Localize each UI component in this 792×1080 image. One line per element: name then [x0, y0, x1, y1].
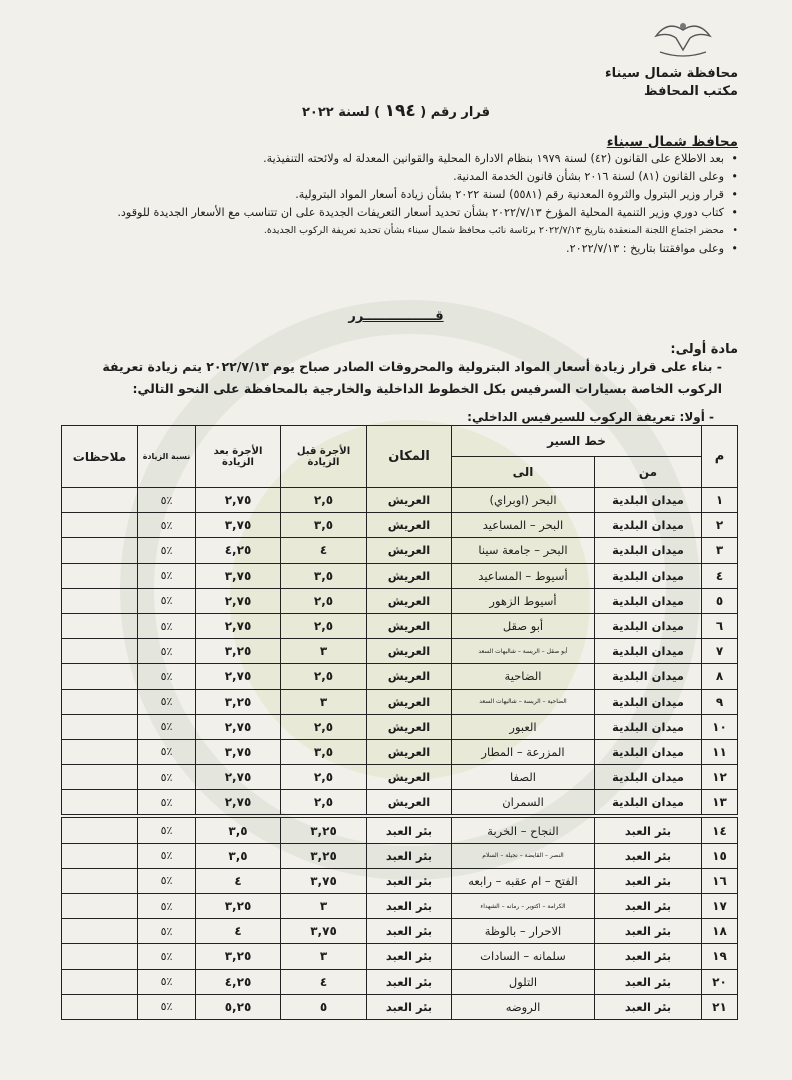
new-fare: ٣,٥ — [196, 816, 281, 843]
table-row — [62, 488, 738, 513]
route-to: أبو صقل – الريسة – شاليهات السعد — [452, 639, 595, 664]
place: العريش — [367, 790, 452, 817]
col-notes-header: ملاحظات — [62, 426, 138, 488]
route-to: الضاحية — [452, 664, 595, 689]
old-fare: ٢,٥ — [281, 588, 367, 613]
row-number: ١٦ — [702, 868, 738, 893]
place: العريش — [367, 563, 452, 588]
table-row — [62, 639, 738, 664]
increase-pct: ٥٪ — [138, 488, 196, 513]
route-from: ميدان البلدية — [595, 613, 702, 638]
place: بئر العبد — [367, 816, 452, 843]
row-number: ١٠ — [702, 714, 738, 739]
route-from: بئر العبد — [595, 894, 702, 919]
notes — [62, 994, 138, 1019]
row-number: ١٨ — [702, 919, 738, 944]
preamble-item: • وعلى القانون (٨١) لسنة ٢٠١٦ بشأن قانون الخدمة المدنية. — [70, 168, 738, 186]
preamble-item: • محضر اجتماع اللجنة المنعقدة بتاريخ ٢٠٢٢/٧/١٣ برئاسة نائب محافظ شمال سيناء بشأن تحديد تعريفة الركوب الجديدة. — [70, 222, 738, 240]
old-fare: ٣,٥ — [281, 563, 367, 588]
new-fare: ٣,٧٥ — [196, 739, 281, 764]
increase-pct: ٥٪ — [138, 816, 196, 843]
issuer-heading: محافظ شمال سيناء — [606, 134, 738, 150]
place: العريش — [367, 664, 452, 689]
table-row — [62, 588, 738, 613]
route-to: السمران — [452, 790, 595, 817]
row-number: ١٥ — [702, 843, 738, 868]
place: العريش — [367, 765, 452, 790]
col-to-header: الى — [452, 457, 595, 488]
increase-pct: ٥٪ — [138, 919, 196, 944]
place: العريش — [367, 538, 452, 563]
decree-suffix: ) لسنة ٢٠٢٢ — [302, 105, 381, 120]
new-fare: ٣,٢٥ — [196, 689, 281, 714]
new-fare: ٢,٧٥ — [196, 613, 281, 638]
route-to: أبو صقل — [452, 613, 595, 638]
old-fare: ٣ — [281, 894, 367, 919]
place: بئر العبد — [367, 919, 452, 944]
article-text: - بناء على قرار زيادة أسعار المواد البترولية والمحروقات الصادر صباح يوم ٢٠٢٢/٧/١٣ يتم زيادة تعريفة الركوب الخاصة بسيارات السرفيس بكل الخطوط الداخلية والخارجية بالمحافظة على النحو التالي: — [102, 359, 722, 396]
col-increase-header: نسبة الزيادة — [138, 426, 196, 488]
new-fare: ٢,٧٥ — [196, 714, 281, 739]
new-fare: ٢,٧٥ — [196, 488, 281, 513]
increase-pct: ٥٪ — [138, 765, 196, 790]
table-row — [62, 919, 738, 944]
new-fare: ٢,٧٥ — [196, 588, 281, 613]
preamble-item: • قرار وزير البترول والثروة المعدنية رقم (٥٥٨١) لسنة ٢٠٢٢ بشأن زيادة أسعار المواد البترولية. — [70, 186, 738, 204]
route-from: بئر العبد — [595, 994, 702, 1019]
table-row — [62, 843, 738, 868]
eagle-emblem-icon — [652, 14, 714, 58]
route-from: ميدان البلدية — [595, 639, 702, 664]
new-fare: ٣,٢٥ — [196, 944, 281, 969]
new-fare: ٣,٧٥ — [196, 563, 281, 588]
route-from: بئر العبد — [595, 816, 702, 843]
col-route-header: خط السير — [452, 426, 702, 457]
row-number: ١١ — [702, 739, 738, 764]
route-to: التلول — [452, 969, 595, 994]
route-from: ميدان البلدية — [595, 765, 702, 790]
old-fare: ٤ — [281, 538, 367, 563]
notes — [62, 714, 138, 739]
row-number: ١٢ — [702, 765, 738, 790]
decree-prefix: قرار رقم ( — [420, 105, 490, 120]
route-to: النصر – القايضة – نجيلة – السلام — [452, 843, 595, 868]
increase-pct: ٥٪ — [138, 664, 196, 689]
old-fare: ٣,٧٥ — [281, 919, 367, 944]
col-new-fare-header: الأجرة بعد الزيادة — [196, 426, 281, 488]
table-row — [62, 816, 738, 843]
table-row — [62, 790, 738, 817]
notes — [62, 588, 138, 613]
route-to: البحر – جامعة سينا — [452, 538, 595, 563]
notes — [62, 563, 138, 588]
new-fare: ٤,٢٥ — [196, 538, 281, 563]
row-number: ١ — [702, 488, 738, 513]
route-from: ميدان البلدية — [595, 790, 702, 817]
old-fare: ٢,٥ — [281, 714, 367, 739]
route-from: ميدان البلدية — [595, 513, 702, 538]
old-fare: ٣,٢٥ — [281, 843, 367, 868]
col-old-fare-header: الأجرة قبل الزيادة — [281, 426, 367, 488]
old-fare: ٢,٥ — [281, 664, 367, 689]
new-fare: ٥,٢٥ — [196, 994, 281, 1019]
fare-table — [61, 425, 738, 1020]
section-first-line: - أولا: تعريفة الركوب للسيرفيس الداخلي: — [467, 410, 714, 424]
new-fare: ٣,٢٥ — [196, 639, 281, 664]
notes — [62, 488, 138, 513]
place: العريش — [367, 739, 452, 764]
route-from: بئر العبد — [595, 969, 702, 994]
route-to: الروضه — [452, 994, 595, 1019]
place: بئر العبد — [367, 969, 452, 994]
table-row — [62, 765, 738, 790]
col-place-header: المكان — [367, 426, 452, 488]
increase-pct: ٥٪ — [138, 790, 196, 817]
place: بئر العبد — [367, 944, 452, 969]
place: العريش — [367, 513, 452, 538]
place: بئر العبد — [367, 843, 452, 868]
route-to: أسيوط الزهور — [452, 588, 595, 613]
increase-pct: ٥٪ — [138, 969, 196, 994]
route-from: بئر العبد — [595, 919, 702, 944]
route-from: ميدان البلدية — [595, 664, 702, 689]
notes — [62, 513, 138, 538]
route-to: الفتح – ام عقبه – رابعه — [452, 868, 595, 893]
row-number: ٤ — [702, 563, 738, 588]
route-from: ميدان البلدية — [595, 588, 702, 613]
row-number: ٨ — [702, 664, 738, 689]
col-num-header: م — [702, 426, 738, 488]
row-number: ٢ — [702, 513, 738, 538]
row-number: ٥ — [702, 588, 738, 613]
notes — [62, 969, 138, 994]
notes — [62, 689, 138, 714]
row-number: ١٣ — [702, 790, 738, 817]
new-fare: ٣,٥ — [196, 843, 281, 868]
table-row — [62, 739, 738, 764]
row-number: ١٤ — [702, 816, 738, 843]
table-row — [62, 714, 738, 739]
route-from: بئر العبد — [595, 868, 702, 893]
table-body — [62, 488, 738, 1020]
place: بئر العبد — [367, 868, 452, 893]
governorate-name: محافظة شمال سيناء — [605, 66, 738, 81]
increase-pct: ٥٪ — [138, 538, 196, 563]
new-fare: ٤ — [196, 919, 281, 944]
notes — [62, 739, 138, 764]
new-fare: ٢,٧٥ — [196, 790, 281, 817]
preamble-item: • بعد الاطلاع على القانون (٤٢) لسنة ١٩٧٩ بنظام الادارة المحلية والقوانين المعدلة له ولائحته التنفيذية. — [70, 150, 738, 168]
old-fare: ٥ — [281, 994, 367, 1019]
row-number: ١٩ — [702, 944, 738, 969]
increase-pct: ٥٪ — [138, 714, 196, 739]
table-header — [62, 426, 738, 488]
increase-pct: ٥٪ — [138, 588, 196, 613]
old-fare: ٣,٧٥ — [281, 868, 367, 893]
table-row — [62, 689, 738, 714]
preamble-list — [70, 150, 738, 258]
route-to: البحر – المساعيد — [452, 513, 595, 538]
place: بئر العبد — [367, 994, 452, 1019]
route-from: ميدان البلدية — [595, 563, 702, 588]
notes — [62, 790, 138, 817]
preamble-item: • كتاب دوري وزير التنمية المحلية المؤرخ ٢٠٢٢/٧/١٣ بشأن تحديد أسعار التعريفات الجديدة على ان تتناسب مع الأسعار الجديدة للوقود. — [70, 204, 738, 222]
increase-pct: ٥٪ — [138, 689, 196, 714]
table-row — [62, 563, 738, 588]
place: العريش — [367, 588, 452, 613]
office-name: مكتب المحافظ — [644, 84, 738, 99]
notes — [62, 919, 138, 944]
table-row — [62, 664, 738, 689]
table-row — [62, 944, 738, 969]
place: العريش — [367, 488, 452, 513]
notes — [62, 538, 138, 563]
new-fare: ٢,٧٥ — [196, 765, 281, 790]
route-to: الضاحية – الريسة – شاليهات السعد — [452, 689, 595, 714]
notes — [62, 613, 138, 638]
notes — [62, 816, 138, 843]
old-fare: ٣,٥ — [281, 513, 367, 538]
col-from-header: من — [595, 457, 702, 488]
place: العريش — [367, 613, 452, 638]
old-fare: ٢,٥ — [281, 488, 367, 513]
table-row — [62, 513, 738, 538]
increase-pct: ٥٪ — [138, 994, 196, 1019]
new-fare: ٤ — [196, 868, 281, 893]
place: بئر العبد — [367, 894, 452, 919]
increase-pct: ٥٪ — [138, 563, 196, 588]
row-number: ٣ — [702, 538, 738, 563]
notes — [62, 944, 138, 969]
old-fare: ٢,٥ — [281, 790, 367, 817]
route-from: ميدان البلدية — [595, 739, 702, 764]
table-row — [62, 868, 738, 893]
place: العريش — [367, 639, 452, 664]
route-from: ميدان البلدية — [595, 538, 702, 563]
table-row — [62, 613, 738, 638]
route-to: أسيوط – المساعيد — [452, 563, 595, 588]
notes — [62, 664, 138, 689]
decision-heading: قــــــــــــــــرر — [348, 309, 444, 324]
old-fare: ٣ — [281, 689, 367, 714]
decree-number: ١٩٤ — [384, 101, 416, 121]
preamble-item: • وعلى موافقتنا بتاريخ : ٢٠٢٢/٧/١٣. — [70, 240, 738, 258]
route-to: المزرعة – المطار — [452, 739, 595, 764]
table-row — [62, 969, 738, 994]
increase-pct: ٥٪ — [138, 894, 196, 919]
new-fare: ٣,٧٥ — [196, 513, 281, 538]
notes — [62, 639, 138, 664]
row-number: ٧ — [702, 639, 738, 664]
row-number: ٦ — [702, 613, 738, 638]
row-number: ٢٠ — [702, 969, 738, 994]
notes — [62, 894, 138, 919]
row-number: ٩ — [702, 689, 738, 714]
place: العريش — [367, 714, 452, 739]
old-fare: ٣ — [281, 639, 367, 664]
increase-pct: ٥٪ — [138, 868, 196, 893]
route-to: النجاح – الخربة — [452, 816, 595, 843]
new-fare: ٢,٧٥ — [196, 664, 281, 689]
route-to: العبور — [452, 714, 595, 739]
table-row — [62, 994, 738, 1019]
new-fare: ٤,٢٥ — [196, 969, 281, 994]
route-to: الكرامة – اكتوبر – رمانه – الشهداء — [452, 894, 595, 919]
decree-number-line — [0, 101, 792, 121]
table-row — [62, 538, 738, 563]
increase-pct: ٥٪ — [138, 513, 196, 538]
row-number: ١٧ — [702, 894, 738, 919]
notes — [62, 868, 138, 893]
increase-pct: ٥٪ — [138, 639, 196, 664]
notes — [62, 843, 138, 868]
route-from: بئر العبد — [595, 944, 702, 969]
route-to: سلمانه – السادات — [452, 944, 595, 969]
increase-pct: ٥٪ — [138, 944, 196, 969]
old-fare: ٢,٥ — [281, 613, 367, 638]
old-fare: ٣,٥ — [281, 739, 367, 764]
place: العريش — [367, 689, 452, 714]
increase-pct: ٥٪ — [138, 613, 196, 638]
new-fare: ٣,٢٥ — [196, 894, 281, 919]
route-from: ميدان البلدية — [595, 714, 702, 739]
table-row — [62, 894, 738, 919]
increase-pct: ٥٪ — [138, 739, 196, 764]
route-to: البحر (اوبراي) — [452, 488, 595, 513]
increase-pct: ٥٪ — [138, 843, 196, 868]
route-from: بئر العبد — [595, 843, 702, 868]
old-fare: ٣ — [281, 944, 367, 969]
row-number: ٢١ — [702, 994, 738, 1019]
route-from: ميدان البلدية — [595, 488, 702, 513]
route-to: الصفا — [452, 765, 595, 790]
old-fare: ٣,٢٥ — [281, 816, 367, 843]
old-fare: ٤ — [281, 969, 367, 994]
route-to: الاحرار – بالوظة — [452, 919, 595, 944]
article-label: مادة أولى: — [670, 342, 738, 357]
notes — [62, 765, 138, 790]
old-fare: ٢,٥ — [281, 765, 367, 790]
route-from: ميدان البلدية — [595, 689, 702, 714]
